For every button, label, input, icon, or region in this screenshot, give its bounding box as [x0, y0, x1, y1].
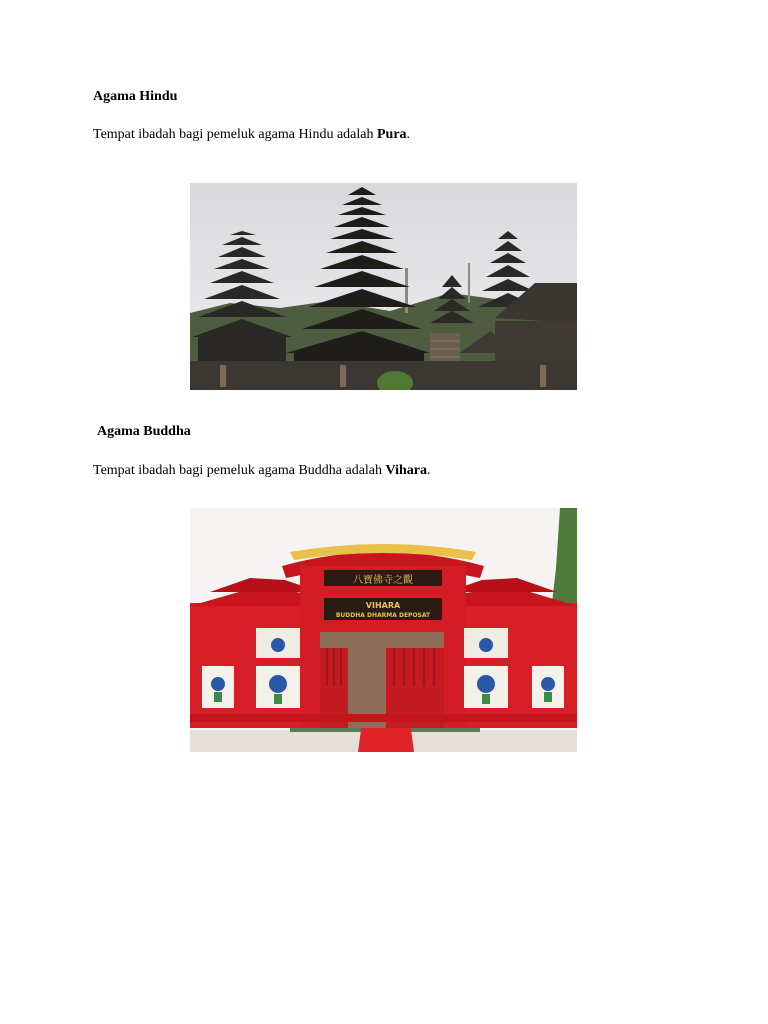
- place-vihara: Vihara: [385, 463, 428, 478]
- paragraph-hindu-period: .: [406, 127, 411, 142]
- svg-text:八寶佛寺之觀: 八寶佛寺之觀: [353, 575, 413, 586]
- vihara-photo: [190, 508, 577, 752]
- paragraph-buddha: [93, 462, 431, 480]
- paragraph-hindu-text: Tempat ibadah bagi pemeluk agama Hindu adalah: [93, 127, 377, 142]
- paragraph-buddha-period: .: [427, 463, 431, 478]
- pura-photo: [190, 183, 577, 390]
- place-pura: Pura: [376, 127, 407, 142]
- heading-agama-hindu: Agama Hindu: [93, 89, 178, 104]
- heading-agama-buddha: Agama Buddha: [97, 424, 191, 439]
- vihara-sign-line1: VIHARA: [365, 601, 401, 610]
- paragraph-buddha-text: Tempat ibadah bagi pemeluk agama Buddha adalah: [93, 463, 386, 478]
- paragraph-hindu: [93, 126, 410, 144]
- vihara-sign-line2: BUDDHA DHARMA DEPOSAT: [335, 612, 431, 619]
